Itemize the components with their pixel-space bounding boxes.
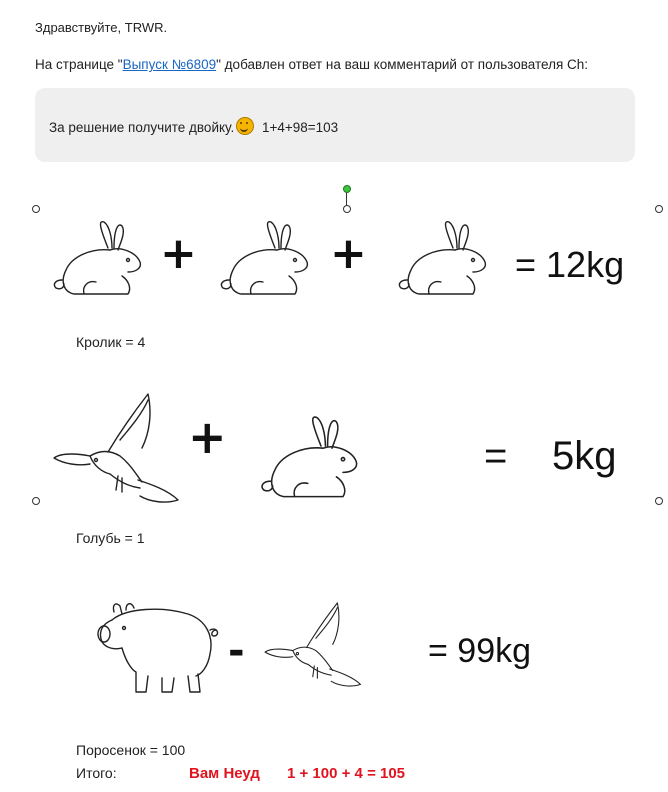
rabbit-icon: [393, 218, 493, 298]
result-5kg: 5kg: [552, 434, 617, 478]
total-label: Итого:: [76, 765, 117, 781]
plus-sign: +: [330, 228, 367, 279]
total-verdict: Вам Неуд: [189, 765, 260, 782]
label-rabbit: Кролик = 4: [76, 334, 146, 350]
result-99kg: = 99kg: [428, 632, 532, 670]
minus-sign: -: [228, 628, 245, 674]
rabbit-icon: [48, 218, 148, 298]
rabbit-icon: [255, 412, 365, 502]
pigeon-icon: [262, 600, 362, 695]
notice-prefix: На странице ": [35, 57, 123, 72]
quote-main: За решение получите двойку.: [49, 120, 235, 135]
issue-link[interactable]: Выпуск №6809: [122, 57, 217, 72]
greeting-text: Здравствуйте, TRWR.: [35, 20, 168, 35]
notice-suffix: " добавлен ответ на ваш комментарий от пользователя Ch:: [216, 57, 589, 72]
label-pigeon: Голубь = 1: [76, 530, 145, 546]
total-equation: 1 + 100 + 4 = 105: [287, 765, 406, 782]
plus-sign: +: [188, 410, 227, 464]
equals-sign: =: [484, 434, 508, 478]
pig-icon: [92, 600, 222, 700]
quote-equation: 1+4+98=103: [258, 120, 339, 135]
plus-sign: +: [160, 228, 197, 279]
pigeon-icon: [50, 392, 180, 512]
label-pig: Поросенок = 100: [76, 742, 186, 758]
result-12kg: = 12kg: [515, 244, 625, 285]
rabbit-icon: [215, 218, 315, 298]
